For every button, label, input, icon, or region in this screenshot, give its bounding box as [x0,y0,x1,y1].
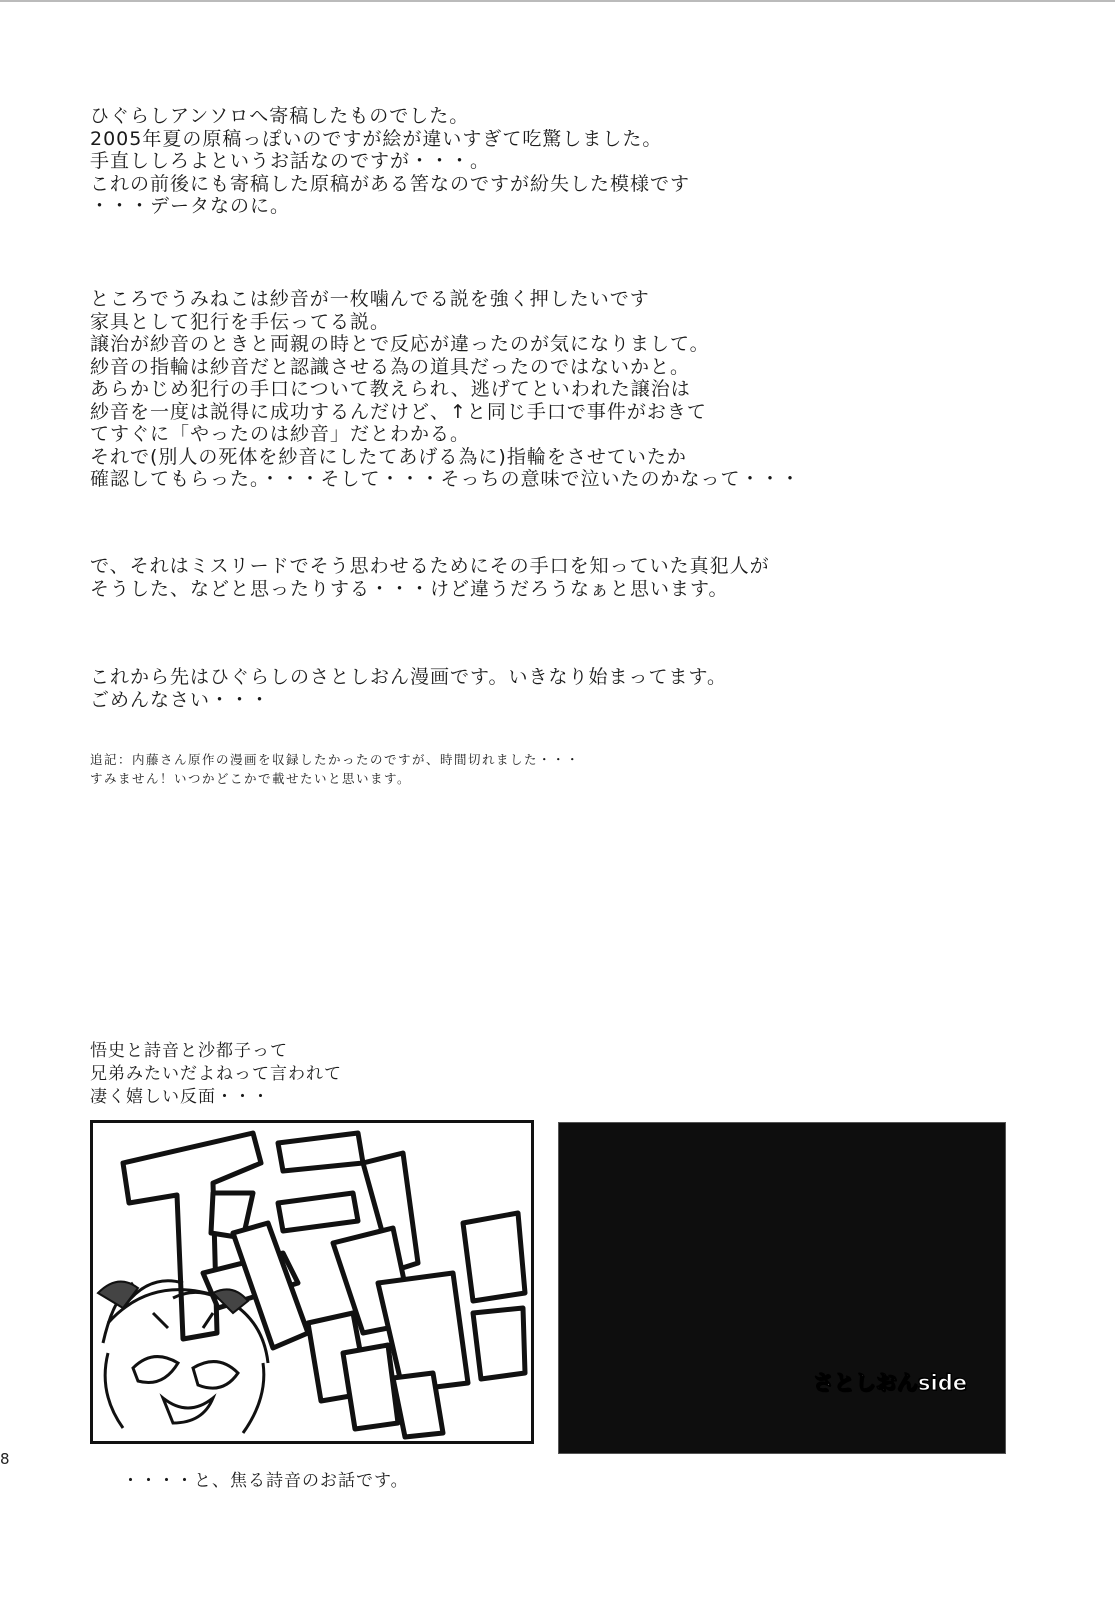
comic-panel-shion [90,1120,534,1444]
text-line: あらかじめ犯行の手口について教えられ、逃げてといわれた譲治は [90,378,691,400]
text-line: 譲治が紗音のときと両親の時とで反応が違ったのが気になりまして。 [90,333,710,355]
page-number: 8 [0,1450,10,1468]
text-line: で、それはミスリードでそう思わせるためにその手口を知っていた真犯人が [90,555,770,577]
text-line: ごめんなさい・・・ [90,688,271,711]
text-line: ・・・データなのに。 [90,195,291,217]
paragraph-intro [90,105,1030,218]
text-line: これの前後にも寄稿した原稿がある筈なのですが紛失した模様です [90,172,691,195]
page-top-edge [0,0,1115,2]
text-line: 紗音を一度は説得に成功するんだけど、↑と同じ手口で事件がおきて [90,400,707,423]
text-line: ひぐらしアンソロへ寄稿したものでした。 [90,105,470,127]
text-line: 悟史と詩音と沙都子って [90,1041,288,1061]
paragraph-theory [90,288,1030,491]
text-line: 確認してもらった。・・・そして・・・そっちの意味で泣いたのかなって・・・ [90,468,801,490]
text-line: それで(別人の死体を紗音にしたてあげる為に)指輪をさせていたか [90,445,687,468]
satoshion-side-label: さとしおんside [813,1371,967,1395]
paragraph-postscript [90,750,1030,788]
text-line: 2005年夏の原稿っぽいのですが絵が違いすぎて吃驚しました。 [90,127,663,150]
text-line: すみません！いつかどこかで載せたいと思います。 [90,771,412,786]
text-line: 追記：内藤さん原作の漫画を収録したかったのですが、時間切れました・・・ [90,752,581,767]
paragraph-apology [90,666,1030,711]
shion-panel-illustration [93,1123,531,1441]
text-line: 紗音の指輪は紗音だと認識させる為の道具だったのではないかと。 [90,355,691,378]
text-line: そうした、などと思ったりする・・・けど違うだろうなぁと思います。 [90,577,729,600]
text-line: てすぐに「やったのは紗音」だとわかる。 [90,423,471,445]
text-line: 手直ししろよというお話なのですが・・・。 [90,150,491,172]
text-line: 凄く嬉しい反面・・・ [90,1087,270,1107]
text-line: 兄弟みたいだよねって言われて [90,1064,342,1084]
text-line: ところでうみねこは紗音が一枚噛んでる説を強く押したいです [90,288,650,310]
text-line: 家具として犯行を手伝ってる説。 [90,310,391,333]
text-line: これから先はひぐらしのさとしおん漫画です。いきなり始まってます。 [90,666,727,688]
comic-panel-black [558,1122,1006,1454]
comic-caption: ・・・・と、焦る詩音のお話です。 [122,1471,409,1491]
paragraph-misread [90,555,1030,600]
paragraph-comic-intro [90,1040,1030,1109]
